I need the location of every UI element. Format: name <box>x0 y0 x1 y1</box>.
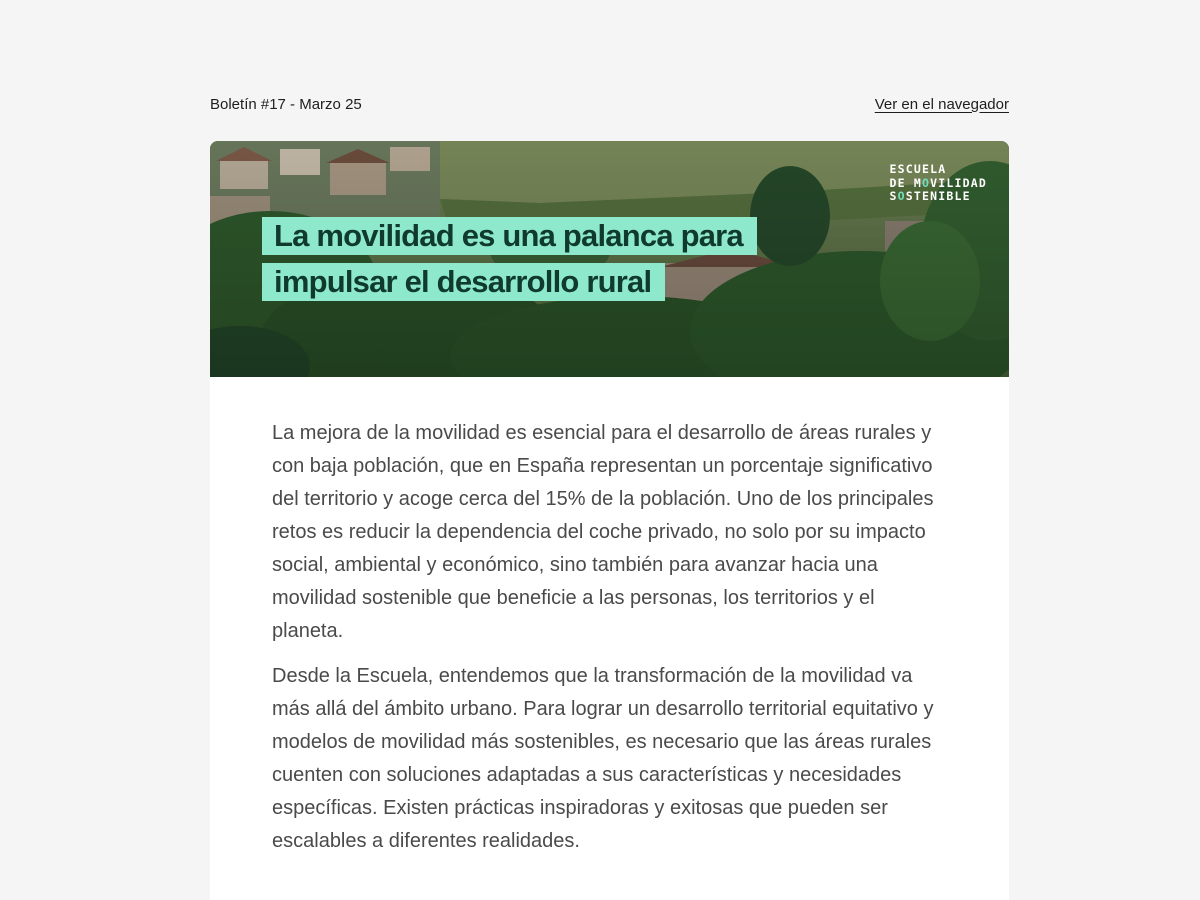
body-paragraph-1: La mejora de la movilidad es esencial para el desarrollo de áreas rurales y con baja población, que en España representan un porcentaje significativo del territorio y acoge cerca del 15% de la población. Uno de los principales retos es reducir la dependencia del coche privado, no solo por su impacto social, ambiental y económico, sino también para avanzar hacia una movilidad sostenible que beneficie a las personas, los territorios y el planeta. <box>272 422 934 642</box>
view-in-browser-link[interactable]: Ver en el navegador <box>874 95 1009 113</box>
hero-banner <box>210 141 1009 377</box>
issue-label: Boletín #17 - Marzo 25 <box>210 95 362 113</box>
headline-line-2: impulsar el desarrollo rural <box>262 263 665 301</box>
newsletter-body <box>210 377 1009 900</box>
hero-headline <box>262 217 757 301</box>
headline-line-1: La movilidad es una palanca para <box>262 217 757 255</box>
escuela-movilidad-logo: ESCUELA DE MOVILIDAD SOSTENIBLE <box>889 162 987 203</box>
body-paragraph-2: Desde la Escuela, entendemos que la transformación de la movilidad va más allá del ámbito urbano. Para lograr un desarrollo territorial equitativo y modelos de movilidad más sostenibles, es necesario que las áreas rurales cuenten con soluciones adaptadas a sus características y necesidades específicas. Existen prácticas inspiradoras y exitosas que pueden ser escalables a diferentes realidades. <box>272 665 934 852</box>
newsletter-topbar <box>210 92 1009 116</box>
